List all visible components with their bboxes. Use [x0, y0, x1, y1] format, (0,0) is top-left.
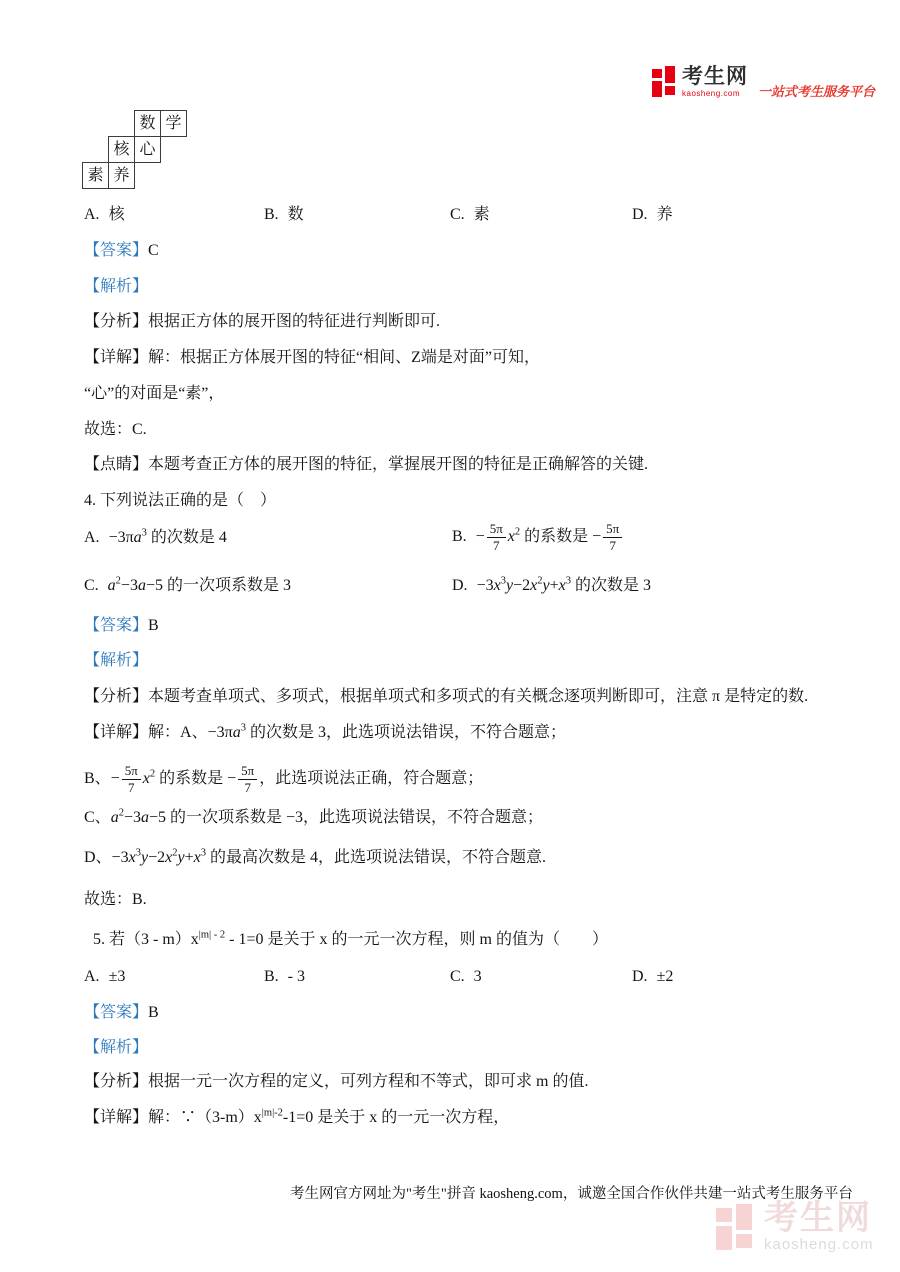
- q5-jiexi-tag: [84, 1038, 824, 1057]
- option-formula: $-3\pi a^3$ 的次数是 4: [108, 527, 227, 546]
- q3-answer-line: [84, 241, 824, 260]
- option-formula: $-3x^3y-2x^2y+x^3$ 的次数是 3: [476, 575, 651, 594]
- xiangjie-label: 【详解】: [84, 724, 149, 741]
- detail-formula: 解：$\because(3-m)x^{|m|-2}-1=0$ 是关于 x 的一元一次方程，: [148, 1107, 510, 1127]
- q4-detail-line-d: [84, 848, 824, 867]
- jiexi-label: 【解析】: [84, 652, 149, 669]
- q3-option-c: [450, 205, 632, 224]
- q4-fenxi-line: [84, 687, 824, 706]
- q3-xiangjie-line: [84, 348, 824, 367]
- fenxi-text: 根据一元一次方程的定义，可列方程和不等式，即可求 m 的值.: [148, 1073, 589, 1091]
- option-label: C.: [450, 968, 465, 986]
- detail-formula: B、− $\frac{5\pi}{7}$ $x^2$ 的系数是 − $\frac{5\pi}{7}$ ，此选项说法正确，符合题意；: [84, 763, 484, 795]
- q4-answer-line: [84, 616, 824, 635]
- fenxi-label: 【分析】: [84, 688, 149, 705]
- option-text: 数: [287, 206, 304, 223]
- q4-jiexi-tag: [84, 651, 824, 670]
- option-label: A.: [84, 968, 100, 986]
- option-label: A.: [84, 528, 100, 546]
- jiexi-label: 【解析】: [84, 1039, 149, 1057]
- page-footer-text: 考生网官方网址为"考生"拼音 kaosheng.com，诚邀全国合作伙伴共建一站式考生服务平台: [290, 1186, 853, 1202]
- option-formula: − $\frac{5\pi}{7}$ $x^2$ 的系数是 − $\frac{5\pi}{7}$: [476, 528, 625, 545]
- option-label: C.: [84, 577, 99, 594]
- cube-net-row-1: [134, 110, 824, 137]
- option-label: B.: [264, 968, 279, 986]
- q4-detail-line-c: [84, 808, 824, 827]
- cube-net-row-2: [108, 136, 824, 163]
- cube-cell: 养: [108, 162, 135, 189]
- xiangjie-label: 【详解】: [84, 1109, 149, 1127]
- q3-option-a: [84, 205, 264, 224]
- q4-option-c: [84, 576, 452, 595]
- option-label: B.: [452, 527, 467, 545]
- site-logo: [652, 66, 875, 100]
- option-formula: $a^2-3a-5$ 的一次项系数是 3: [107, 575, 291, 594]
- option-text: 核: [108, 206, 125, 223]
- q3-fenxi-line: [84, 312, 824, 331]
- watermark-text: [764, 1199, 874, 1253]
- jiexi-label: 【解析】: [84, 278, 149, 295]
- q4-detail-line-a: [84, 723, 824, 742]
- dianjing-label: 【点睛】: [84, 456, 149, 473]
- detail-formula: 解：A、$-3\pi a^3$ 的次数是 3，此选项说法错误，不符合题意；: [148, 722, 566, 741]
- cube-net-figure: [82, 110, 824, 189]
- q4-options-row-1: [84, 514, 824, 560]
- fenxi-label: 【分析】: [84, 1073, 149, 1091]
- watermark-brand-name: 考生网: [764, 1199, 872, 1237]
- fenxi-text: 根据正方体的展开图的特征进行判断即可.: [148, 313, 441, 330]
- q4-conclusion-line: 故选：B.: [84, 891, 147, 909]
- q5-option-d: [632, 967, 673, 986]
- document-body: [84, 110, 824, 1144]
- cube-cell: 学: [160, 110, 187, 137]
- q4-options-row-2: [84, 576, 824, 595]
- cube-net-row-3: [82, 162, 824, 189]
- q3-dianjing-line: [84, 455, 824, 474]
- q4-option-d: [452, 576, 651, 595]
- q5-stem: [84, 930, 824, 949]
- q3-option-b: [264, 205, 450, 224]
- stem-formula: 5. 若$(3 - m)x^{|m| - 2} - 1=0$ 是关于 x 的一元一次方程，则 m 的值为（ ）: [93, 929, 608, 949]
- brand-name: 考生网: [682, 65, 748, 88]
- detail-formula: C、$a^2-3a-5$ 的一次项系数是 −3，此选项说法错误，不符合题意；: [84, 807, 544, 827]
- option-label: D.: [632, 968, 648, 986]
- q5-fenxi-line: [84, 1072, 824, 1091]
- q5-option-a: [84, 967, 264, 986]
- cube-cell: 心: [134, 136, 161, 163]
- detail-formula: D、$-3x^3y-2x^2y+x^3$ 的最高次数是 4，此选项说法错误，不符合题意.: [84, 847, 546, 867]
- kaosheng-watermark: [716, 1199, 874, 1253]
- watermark-brand-domain: kaosheng.com: [764, 1236, 874, 1253]
- option-label: B.: [264, 206, 279, 223]
- xiangjie-label: 【详解】: [84, 349, 149, 366]
- option-label: C.: [450, 206, 465, 223]
- answer-value: C: [148, 242, 159, 259]
- q4-option-b: [452, 522, 624, 552]
- kaosheng-logo-icon: [652, 66, 678, 98]
- q5-answer-line: [84, 1003, 824, 1022]
- q4-detail-line-b: [84, 764, 824, 794]
- option-text: 素: [473, 206, 490, 223]
- answer-label: 【答案】: [84, 1004, 149, 1022]
- q3-options-row: [84, 205, 824, 224]
- brand-domain: kaosheng.com: [682, 89, 741, 98]
- fenxi-label: 【分析】: [84, 313, 149, 330]
- option-text: ±2: [656, 968, 674, 986]
- answer-value: B: [148, 617, 159, 634]
- q5-option-b: [264, 967, 450, 986]
- option-text: 3: [473, 968, 482, 986]
- q4-stem: 4. 下列说法正确的是（ ）: [84, 492, 277, 509]
- cube-cell: 素: [82, 162, 109, 189]
- option-text: ±3: [108, 968, 126, 986]
- q3-opposite-line: “心”的对面是“素”，: [84, 385, 225, 402]
- brand-text: [682, 66, 748, 98]
- xiangjie-text: 解：根据正方体展开图的特征“相间、Z端是对面”可知，: [148, 349, 540, 366]
- fenxi-text: 本题考查单项式、多项式，根据单项式和多项式的有关概念逐项判断即可，注意 π 是特定的数.: [148, 688, 809, 705]
- q3-conclusion-line: 故选：C.: [84, 421, 147, 438]
- q3-jiexi-tag: [84, 277, 824, 296]
- option-text: 养: [656, 206, 673, 223]
- q5-detail-line: [84, 1108, 824, 1127]
- brand-tagline: 一站式考生服务平台: [758, 84, 876, 99]
- answer-label: 【答案】: [84, 617, 149, 634]
- q5-options-row: [84, 967, 824, 986]
- dianjing-text: 本题考查正方体的展开图的特征，掌握展开图的特征是正确解答的关键.: [148, 456, 649, 473]
- option-label: D.: [632, 206, 648, 223]
- q3-option-d: [632, 205, 673, 224]
- answer-label: 【答案】: [84, 242, 149, 259]
- option-label: A.: [84, 206, 100, 223]
- option-text: - 3: [287, 968, 305, 986]
- cube-cell: 数: [134, 110, 161, 137]
- cube-cell: 核: [108, 136, 135, 163]
- option-label: D.: [452, 577, 468, 594]
- q4-option-a: [84, 528, 452, 547]
- q5-option-c: [450, 967, 632, 986]
- kaosheng-watermark-logo-icon: [716, 1204, 754, 1252]
- answer-value: B: [148, 1004, 159, 1022]
